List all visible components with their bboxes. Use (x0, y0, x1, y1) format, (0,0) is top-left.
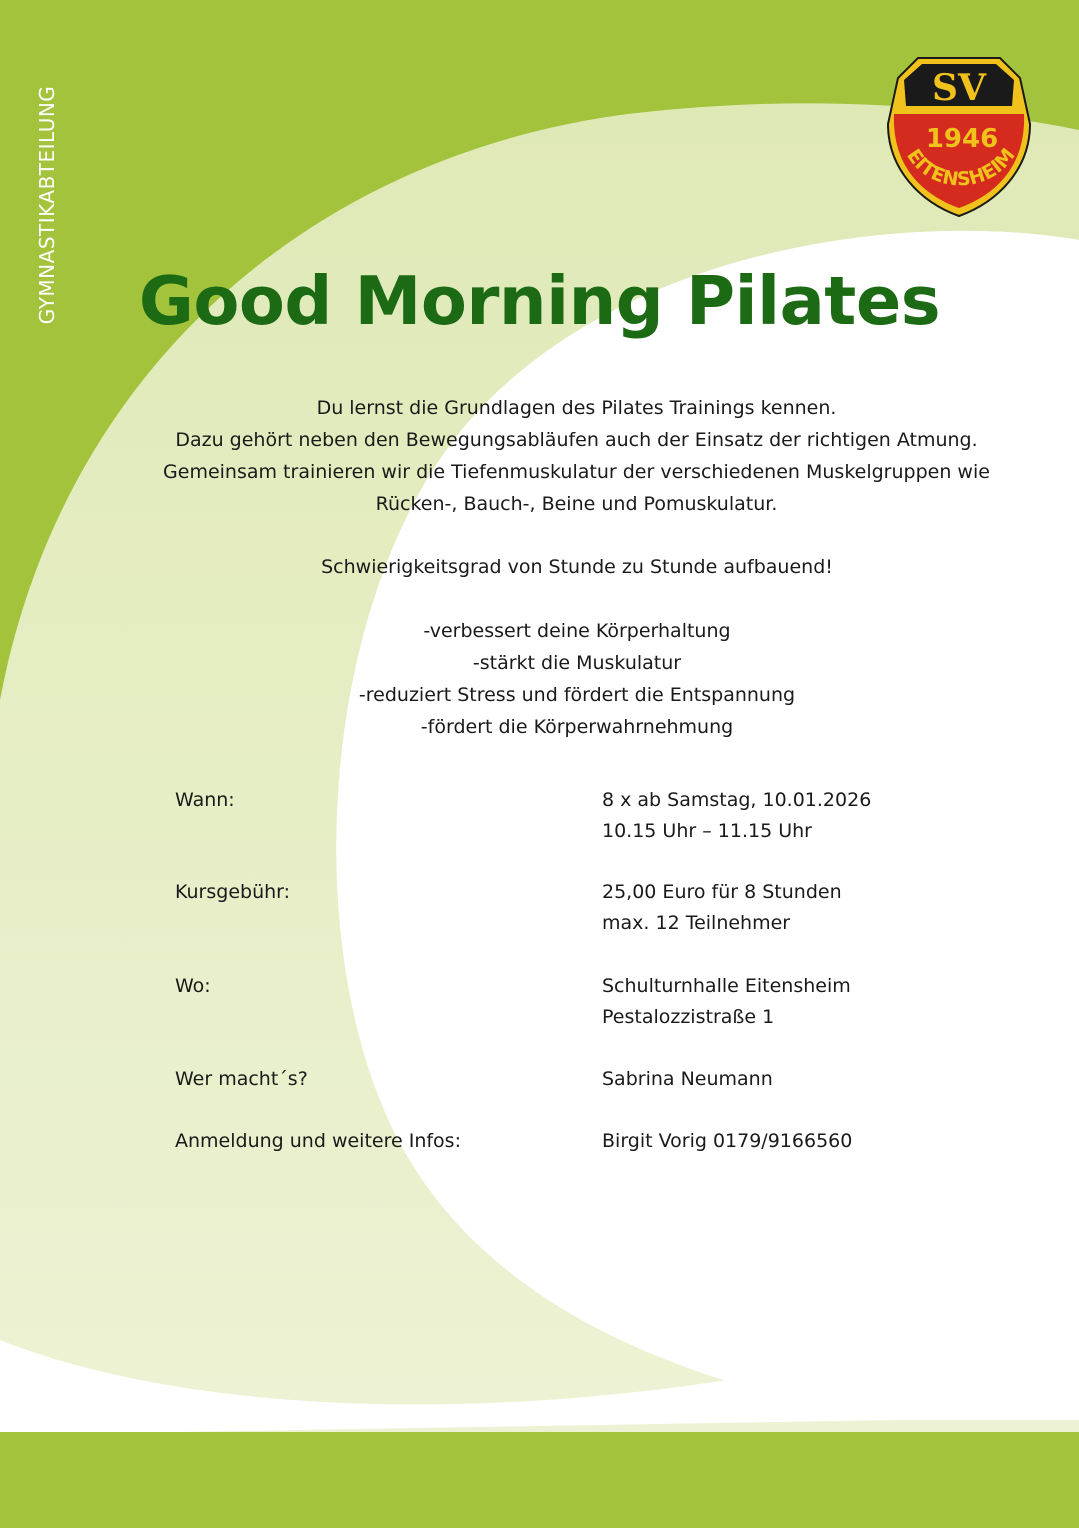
logo-sv-text: SV (932, 67, 986, 109)
benefit-item: -fördert die Körperwahrnehmung (420, 716, 734, 738)
benefit-item: -stärkt die Muskulatur (472, 652, 682, 674)
detail-value (602, 877, 842, 939)
detail-value (602, 785, 871, 847)
logo-year-text: 1946 (925, 124, 999, 154)
benefits-list (0, 615, 1079, 743)
department-label: GYMNASTIKABTEILUNG (35, 85, 59, 325)
club-logo (880, 54, 1038, 220)
detail-value (602, 1126, 852, 1157)
detail-label: Anmeldung und weitere Infos: (175, 1130, 461, 1152)
detail-value-line: 8 x ab Samstag, 10.01.2026 (602, 789, 872, 811)
intro-line: Rücken-, Bauch-, Beine und Pomuskulatur. (375, 493, 778, 515)
page-title: Good Morning Pilates (138, 262, 941, 340)
detail-label: Wann: (175, 789, 235, 811)
detail-value-line: Pestalozzistraße 1 (602, 1006, 775, 1028)
detail-value-line: Schulturnhalle Eitensheim (602, 975, 851, 997)
detail-label: Wo: (175, 975, 211, 997)
detail-value (602, 1064, 773, 1095)
detail-value (602, 971, 851, 1033)
intro-line: Dazu gehört neben den Bewegungsabläufen auch der Einsatz der richtigen Atmung. (175, 429, 978, 451)
intro-line: Du lernst die Grundlagen des Pilates Trainings kennen. (316, 397, 837, 419)
detail-value-line: Birgit Vorig 0179/9166560 (602, 1130, 853, 1152)
detail-value-line: 25,00 Euro für 8 Stunden (602, 881, 842, 903)
intro-line: Gemeinsam trainieren wir die Tiefenmuskulatur der verschiedenen Muskelgruppen wie (163, 461, 990, 483)
benefit-item: -reduziert Stress und fördert die Entspannung (358, 684, 796, 706)
logo-arc-text: EITENSHEIM (902, 144, 1020, 191)
benefit-item: -verbessert deine Körperhaltung (423, 620, 731, 642)
detail-label: Wer macht´s? (175, 1068, 308, 1090)
intro-text (37, 392, 1079, 520)
detail-value-line: max. 12 Teilnehmer (602, 912, 791, 934)
detail-value-line: 10.15 Uhr – 11.15 Uhr (602, 820, 812, 842)
detail-label: Kursgebühr: (175, 881, 291, 903)
detail-value-line: Sabrina Neumann (602, 1068, 773, 1090)
difficulty-note: Schwierigkeitsgrad von Stunde zu Stunde aufbauend! (321, 556, 833, 578)
